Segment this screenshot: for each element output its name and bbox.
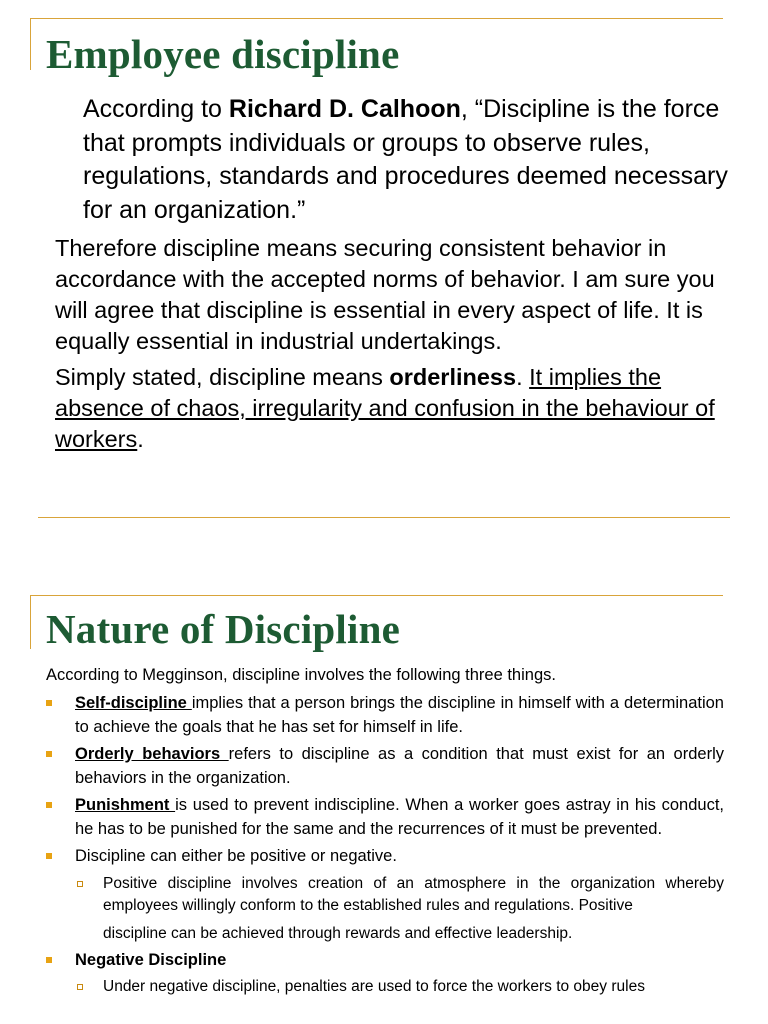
bullet-marker-icon bbox=[46, 802, 52, 808]
bullet-term: Orderly behaviors bbox=[75, 745, 229, 763]
bullet-marker-icon bbox=[46, 957, 52, 963]
quote-prefix: According to bbox=[83, 95, 229, 123]
discipline-paragraph-1: Therefore discipline means securing consistent behavior in accordance with the accepted norms of behavior. I am sure you will agree that discipline is essential in every aspect of life. It is equally essential in industrial undertakings. bbox=[55, 235, 715, 354]
slide-left-rule bbox=[30, 595, 31, 649]
para2-after-keyword: . bbox=[516, 364, 530, 390]
quote-text: , “Discipline is the force that prompts individuals or groups to observe rules, regulations, standards and procedures deemed necessary for an organization.” bbox=[83, 95, 728, 224]
negative-text: Under negative discipline, penalties are used to force the workers to obey rules bbox=[103, 978, 645, 995]
slide-left-rule bbox=[30, 18, 31, 70]
para2-prefix: Simply stated, discipline means bbox=[55, 364, 390, 390]
slide-top-rule bbox=[30, 595, 723, 596]
bullet-marker-icon bbox=[46, 853, 52, 859]
bullet-text: implies that a person brings the discipline in himself with a determination to achieve the goals that he has set for himself in life. bbox=[75, 694, 724, 736]
sub-bullet-negative bbox=[75, 976, 724, 998]
megginson-intro: According to Megginson, discipline involves the following three things. bbox=[46, 666, 556, 684]
negative-heading: Negative Discipline bbox=[75, 950, 227, 969]
para2-end: . bbox=[137, 426, 144, 452]
bullet-marker-icon bbox=[46, 700, 52, 706]
slide-title: Employee discipline bbox=[46, 31, 400, 77]
slide-top-rule bbox=[30, 18, 723, 19]
slide-nature-of-discipline bbox=[0, 585, 768, 1024]
orderliness-keyword: orderliness bbox=[389, 364, 517, 390]
positive-text-part1: Positive discipline involves creation of an atmosphere in the organization whereby employees willingly conform to the established rules and regulations. Positive bbox=[103, 874, 724, 914]
bullet-term: Punishment bbox=[75, 796, 176, 814]
bullet-orderly-behaviors bbox=[46, 743, 724, 790]
sub-bullet-marker-icon bbox=[77, 984, 83, 990]
bullet-term: Self-discipline bbox=[75, 694, 192, 712]
bullet-punishment bbox=[46, 794, 724, 841]
para2-underlined: It implies the absence of chaos, irregularity and confusion in the behaviour of workers bbox=[55, 364, 715, 452]
bullet-text: refers to discipline as a condition that must exist for an orderly behaviors in the organization. bbox=[75, 745, 724, 787]
bullet-text: Discipline can either be positive or negative. bbox=[75, 847, 397, 865]
discipline-bullet-list bbox=[46, 692, 724, 1002]
calhoon-quote bbox=[83, 93, 755, 227]
slide-bottom-rule bbox=[38, 517, 730, 518]
positive-text-part2: discipline can be achieved through rewards and effective leadership. bbox=[103, 924, 573, 942]
sub-bullet-marker-icon bbox=[77, 881, 83, 887]
bullet-negative-discipline bbox=[46, 949, 724, 973]
slide-title: Nature of Discipline bbox=[46, 606, 401, 652]
bullet-self-discipline bbox=[46, 692, 724, 739]
bullet-marker-icon bbox=[46, 751, 52, 757]
bullet-positive-negative bbox=[46, 845, 724, 869]
sub-bullet-positive bbox=[75, 873, 724, 945]
discipline-paragraph-2 bbox=[55, 362, 745, 455]
quote-author: Richard D. Calhoon bbox=[228, 95, 461, 123]
bullet-text: is used to prevent indiscipline. When a worker goes astray in his conduct, he has to be punished for the same and the recurrences of it must be prevented. bbox=[75, 796, 724, 838]
